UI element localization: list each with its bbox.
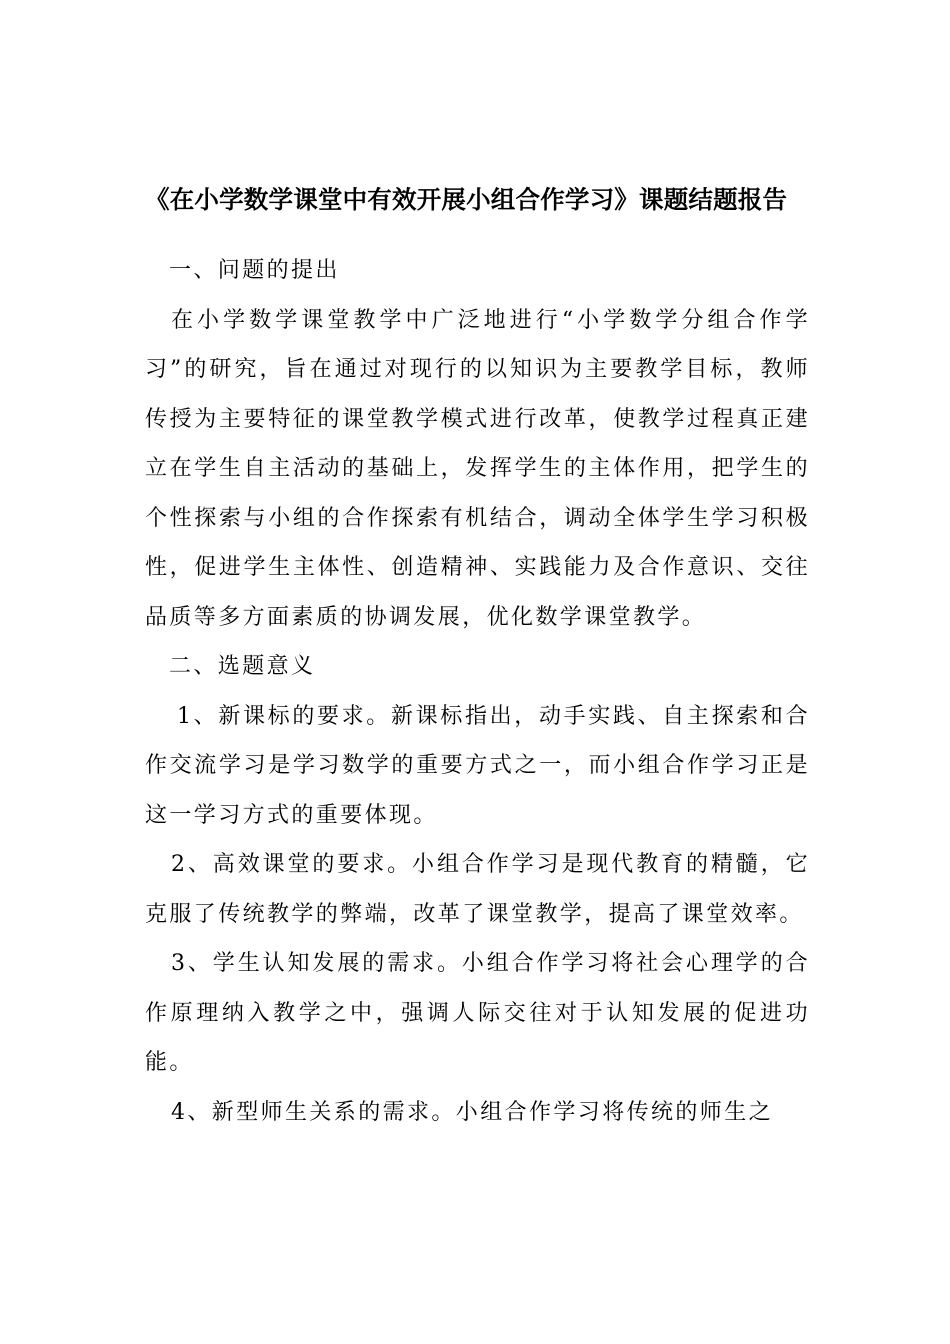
section-heading-significance: 二、选题意义 <box>169 654 316 679</box>
problem-paragraph: 在小学数学课堂教学中广泛地进行“小学数学分组合作学习”的研究，旨在通过对现行的以知识为主要教学目标，教师传授为主要特征的课堂教学模式进行改革，使教学过程真正建立在学生自主活动的基础上，发挥学生的主体作用，把学生的个性探索与小组的合作探索有机结合，调动全体学生学习积极性，促进学生主体性、创造精神、实践能力及合作意识、交往品质等多方面素质的协调发展，优化数学课堂教学。 <box>145 307 810 630</box>
significance-item-4: 4、新型师生关系的需求。小组合作学习将传统的师生之 <box>171 1099 773 1125</box>
document-body <box>145 246 810 1137</box>
significance-item-1: 1、新课标的要求。新课标指出，动手实践、自主探索和合作交流学习是学习数学的重要方式之一，而小组合作学习正是这一学习方式的重要体现。 <box>145 703 810 828</box>
report-title: 《在小学数学课堂中有效开展小组合作学习》课题结题报告 <box>145 185 788 214</box>
significance-item-3: 3、学生认知发展的需求。小组合作学习将社会心理学的合作原理纳入教学之中，强调人际交往对于认知发展的促进功能。 <box>145 951 810 1075</box>
significance-item-2: 2、高效课堂的要求。小组合作学习是现代教育的精髓，它克服了传统教学的弊端，改革了课堂教学，提高了课堂效率。 <box>145 852 810 927</box>
section-heading-problem: 一、问题的提出 <box>169 258 340 283</box>
